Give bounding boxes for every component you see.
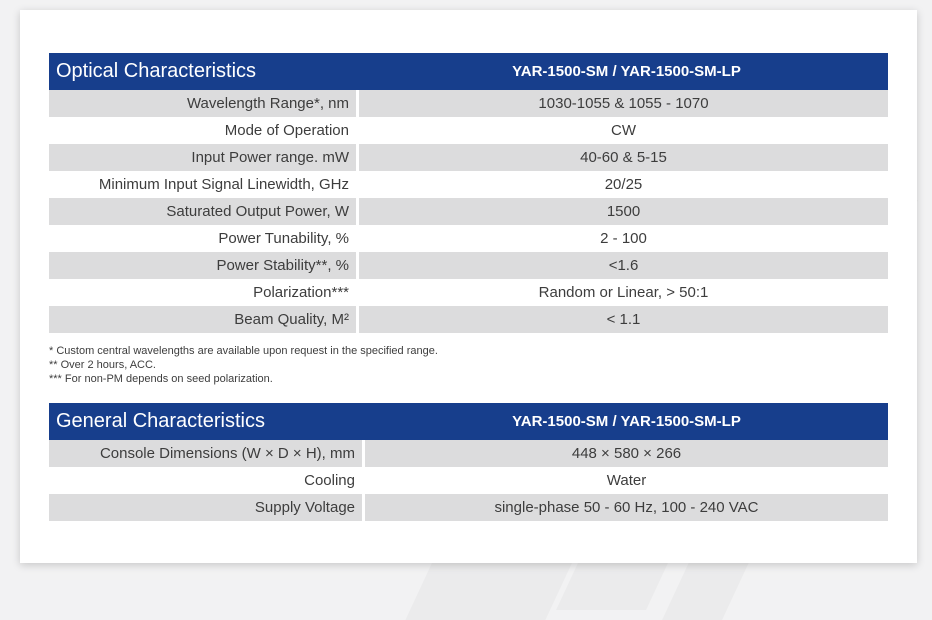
row-label: Beam Quality, M² xyxy=(49,306,359,333)
table-row xyxy=(49,494,888,521)
table-row xyxy=(49,90,888,117)
model-name: YAR-1500-SM / YAR-1500-SM-LP xyxy=(512,413,741,430)
row-label: Console Dimensions (W × D × H), mm xyxy=(49,440,365,467)
row-label: Wavelength Range*, nm xyxy=(49,90,359,117)
row-value: 448 × 580 × 266 xyxy=(365,440,888,467)
row-label: Minimum Input Signal Linewidth, GHz xyxy=(49,171,359,198)
table-row xyxy=(49,279,888,306)
row-value: < 1.1 xyxy=(359,306,888,333)
table-row xyxy=(49,225,888,252)
row-label: Input Power range. mW xyxy=(49,144,359,171)
spec-card xyxy=(20,10,917,563)
table-header xyxy=(49,53,888,90)
table-row xyxy=(49,467,888,494)
row-value: Random or Linear, > 50:1 xyxy=(538,284,709,301)
footnote: * Custom central wavelengths are available upon request in the specified range. xyxy=(49,345,438,357)
section-title: Optical Characteristics xyxy=(56,60,257,82)
table-row xyxy=(49,171,888,198)
footnote: *** For non-PM depends on seed polarization. xyxy=(49,373,273,385)
footnote: ** Over 2 hours, ACC. xyxy=(49,359,156,371)
table-row xyxy=(49,306,888,333)
row-label: Supply Voltage xyxy=(49,494,365,521)
row-value: 2 - 100 xyxy=(600,230,647,247)
row-value: 1030-1055 & 1055 - 1070 xyxy=(359,90,888,117)
table-row xyxy=(49,440,888,467)
section-title: General Characteristics xyxy=(56,410,265,432)
table-row xyxy=(49,252,888,279)
row-label: Saturated Output Power, W xyxy=(49,198,359,225)
optical-characteristics-table xyxy=(49,53,888,333)
row-label: Power Tunability, % xyxy=(49,225,359,252)
row-label: Polarization*** xyxy=(49,279,359,306)
row-value: 20/25 xyxy=(604,176,643,193)
row-value: Water xyxy=(606,472,647,489)
row-value: 40-60 & 5-15 xyxy=(359,144,888,171)
row-value: single-phase 50 - 60 Hz, 100 - 240 VAC xyxy=(365,494,888,521)
row-value: 1500 xyxy=(359,198,888,225)
footnotes xyxy=(49,344,438,386)
row-value: CW xyxy=(611,122,636,139)
row-value: <1.6 xyxy=(359,252,888,279)
row-label: Cooling xyxy=(49,467,365,494)
row-label: Power Stability**, % xyxy=(49,252,359,279)
row-label: Mode of Operation xyxy=(49,117,359,144)
table-header xyxy=(49,403,888,440)
general-characteristics-table xyxy=(49,403,888,521)
table-row xyxy=(49,117,888,144)
table-row xyxy=(49,198,888,225)
model-name: YAR-1500-SM / YAR-1500-SM-LP xyxy=(512,63,741,80)
table-row xyxy=(49,144,888,171)
